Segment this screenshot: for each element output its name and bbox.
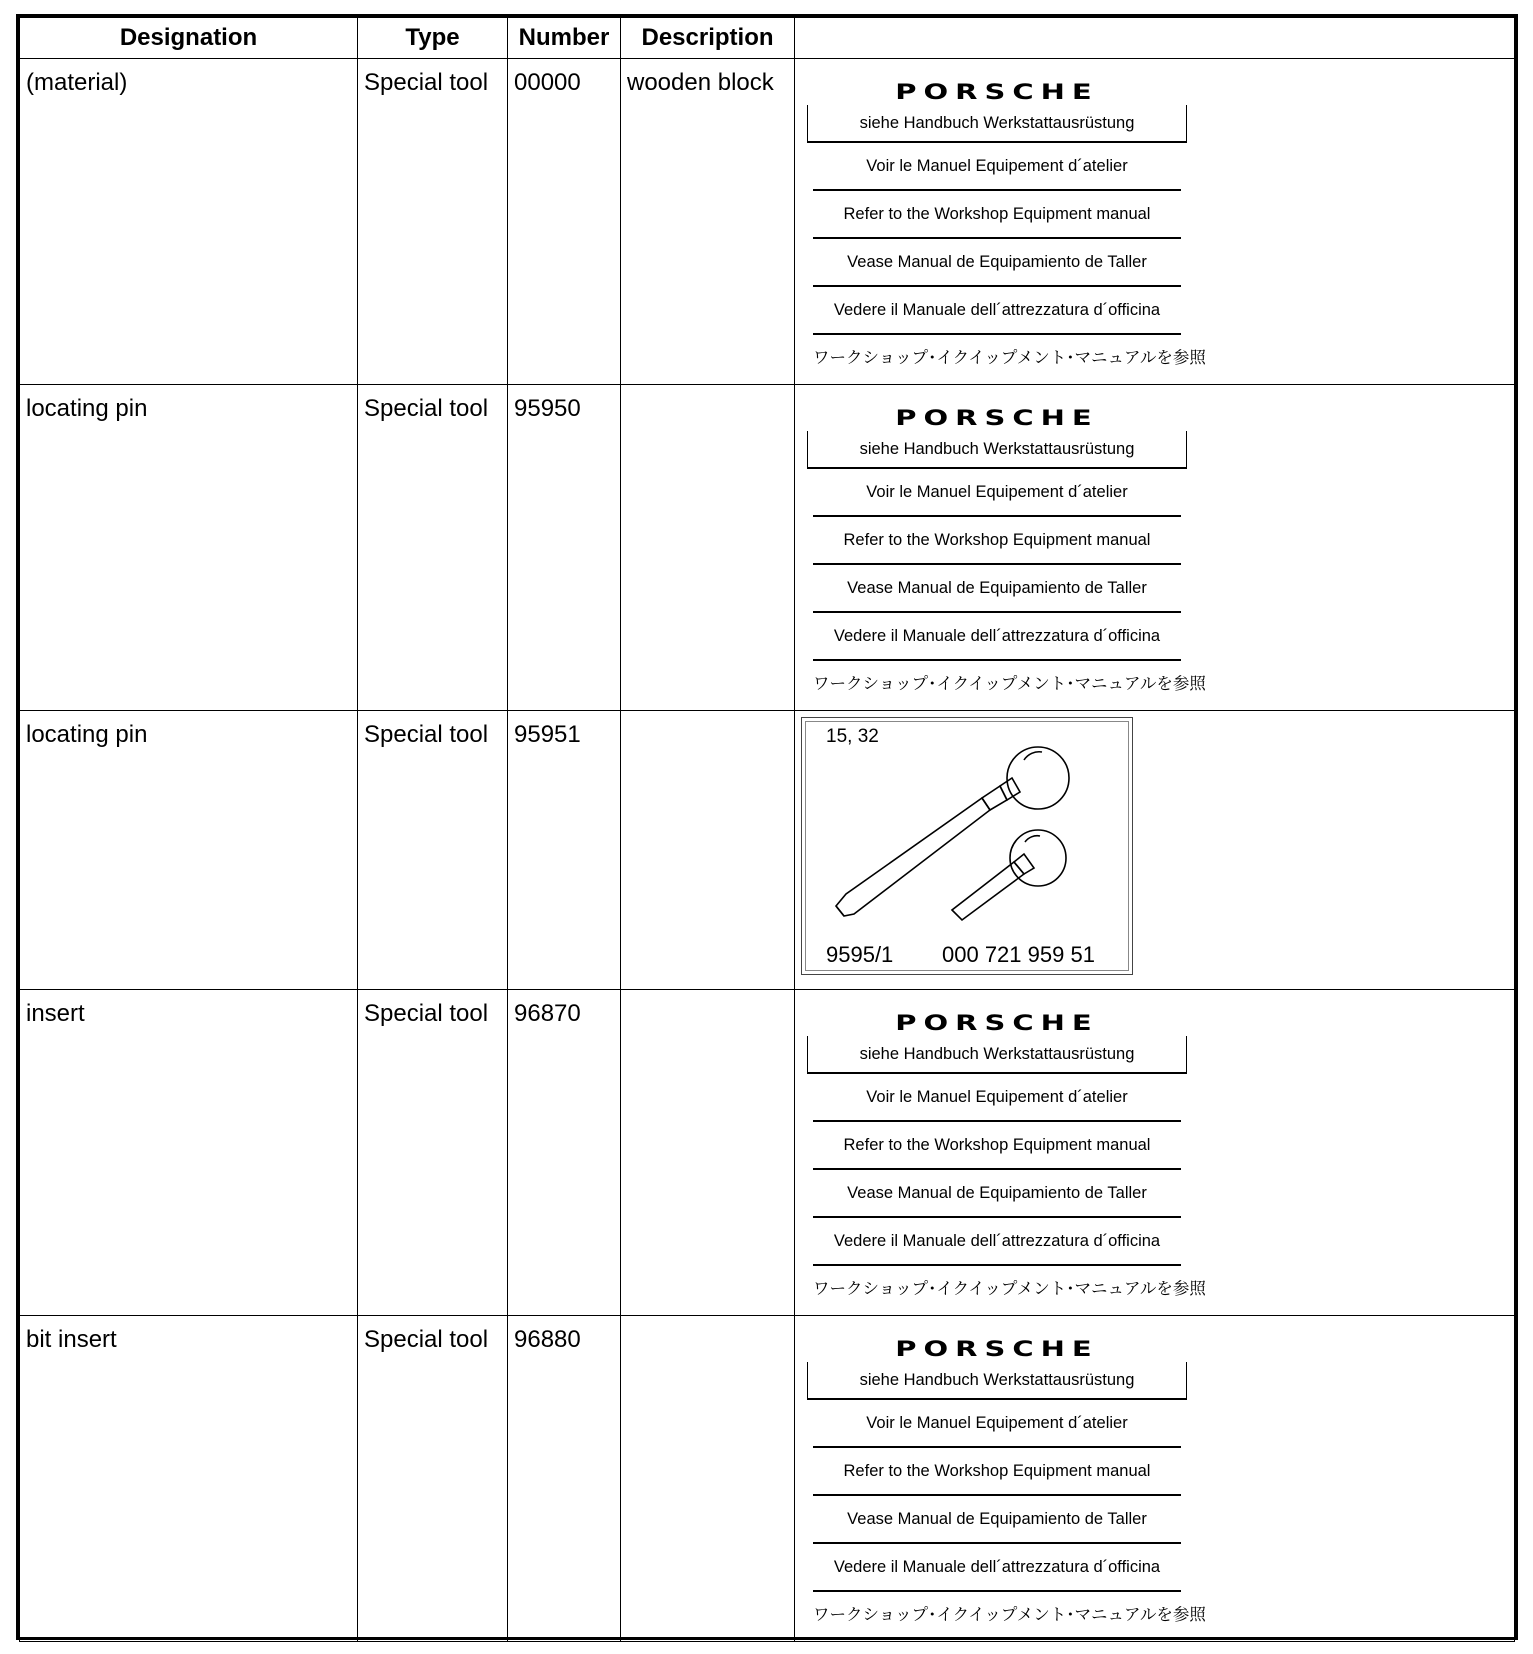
cell-type: Special tool — [358, 711, 508, 990]
plate-line-ja: ワークショップ･イクイップメント･マニュアルを参照 — [813, 675, 1206, 693]
porsche-reference-plate — [807, 1334, 1206, 1638]
porsche-reference-plate — [807, 403, 1206, 707]
plate-line-it: Vedere il Manuale dell´attrezzatura d´officina — [813, 1218, 1181, 1266]
porsche-reference-plate — [807, 77, 1206, 381]
plate-line-de: siehe Handbuch Werkstattausrüstung — [807, 431, 1187, 469]
cell-designation: locating pin — [20, 385, 358, 711]
plate-line-es: Vease Manual de Equipamiento de Taller — [813, 239, 1181, 287]
plate-line-de: siehe Handbuch Werkstattausrüstung — [807, 105, 1187, 143]
cell-number: 95951 — [508, 711, 621, 990]
plate-line-it: Vedere il Manuale dell´attrezzatura d´officina — [813, 287, 1181, 335]
cell-description — [621, 990, 795, 1316]
cell-type: Special tool — [358, 990, 508, 1316]
cell-image — [795, 385, 1515, 711]
locating-pin-drawing — [801, 717, 1133, 975]
plate-line-fr: Voir le Manuel Equipement d´atelier — [813, 1074, 1181, 1122]
porsche-logo: PORSCHE — [895, 79, 1099, 105]
cell-description: wooden block — [621, 59, 795, 385]
table-row — [20, 385, 1515, 711]
plate-line-fr: Voir le Manuel Equipement d´atelier — [813, 469, 1181, 517]
header-designation: Designation — [20, 18, 358, 59]
plate-line-ja: ワークショップ･イクイップメント･マニュアルを参照 — [813, 1606, 1206, 1624]
cell-description — [621, 385, 795, 711]
header-type: Type — [358, 18, 508, 59]
table-row — [20, 990, 1515, 1316]
cell-designation: insert — [20, 990, 358, 1316]
plate-line-ja: ワークショップ･イクイップメント･マニュアルを参照 — [813, 1280, 1206, 1298]
porsche-logo: PORSCHE — [895, 1336, 1099, 1362]
header-image — [795, 18, 1515, 59]
plate-line-de: siehe Handbuch Werkstattausrüstung — [807, 1362, 1187, 1400]
cell-description — [621, 711, 795, 990]
cell-designation: locating pin — [20, 711, 358, 990]
cell-image — [795, 711, 1515, 990]
plate-line-de: siehe Handbuch Werkstattausrüstung — [807, 1036, 1187, 1074]
header-description: Description — [621, 18, 795, 59]
cell-designation: (material) — [20, 59, 358, 385]
plate-line-es: Vease Manual de Equipamiento de Taller — [813, 565, 1181, 613]
plate-line-ja: ワークショップ･イクイップメント･マニュアルを参照 — [813, 349, 1206, 367]
table-row — [20, 1316, 1515, 1642]
cell-image — [795, 1316, 1515, 1642]
table-row — [20, 711, 1515, 990]
drawing-top-label: 15, 32 — [826, 726, 879, 747]
drawing-bottom-left: 9595/1 — [826, 942, 894, 967]
plate-line-en: Refer to the Workshop Equipment manual — [813, 191, 1181, 239]
special-tools-table — [16, 14, 1518, 1640]
porsche-logo: PORSCHE — [895, 405, 1099, 431]
cell-type: Special tool — [358, 1316, 508, 1642]
plate-line-fr: Voir le Manuel Equipement d´atelier — [813, 1400, 1181, 1448]
plate-line-fr: Voir le Manuel Equipement d´atelier — [813, 143, 1181, 191]
plate-line-en: Refer to the Workshop Equipment manual — [813, 1122, 1181, 1170]
plate-line-es: Vease Manual de Equipamiento de Taller — [813, 1496, 1181, 1544]
header-number: Number — [508, 18, 621, 59]
drawing-bottom-right: 000 721 959 51 — [942, 942, 1095, 967]
plate-line-en: Refer to the Workshop Equipment manual — [813, 1448, 1181, 1496]
porsche-reference-plate — [807, 1008, 1206, 1312]
cell-image — [795, 990, 1515, 1316]
cell-number: 96880 — [508, 1316, 621, 1642]
cell-number: 95950 — [508, 385, 621, 711]
locating-pin-illustration — [802, 718, 1134, 976]
cell-image — [795, 59, 1515, 385]
plate-line-it: Vedere il Manuale dell´attrezzatura d´officina — [813, 1544, 1181, 1592]
cell-number: 96870 — [508, 990, 621, 1316]
plate-line-en: Refer to the Workshop Equipment manual — [813, 517, 1181, 565]
cell-description — [621, 1316, 795, 1642]
porsche-logo: PORSCHE — [895, 1010, 1099, 1036]
cell-type: Special tool — [358, 59, 508, 385]
cell-designation: bit insert — [20, 1316, 358, 1642]
plate-line-it: Vedere il Manuale dell´attrezzatura d´officina — [813, 613, 1181, 661]
plate-line-es: Vease Manual de Equipamiento de Taller — [813, 1170, 1181, 1218]
cell-type: Special tool — [358, 385, 508, 711]
cell-number: 00000 — [508, 59, 621, 385]
table-row — [20, 59, 1515, 385]
